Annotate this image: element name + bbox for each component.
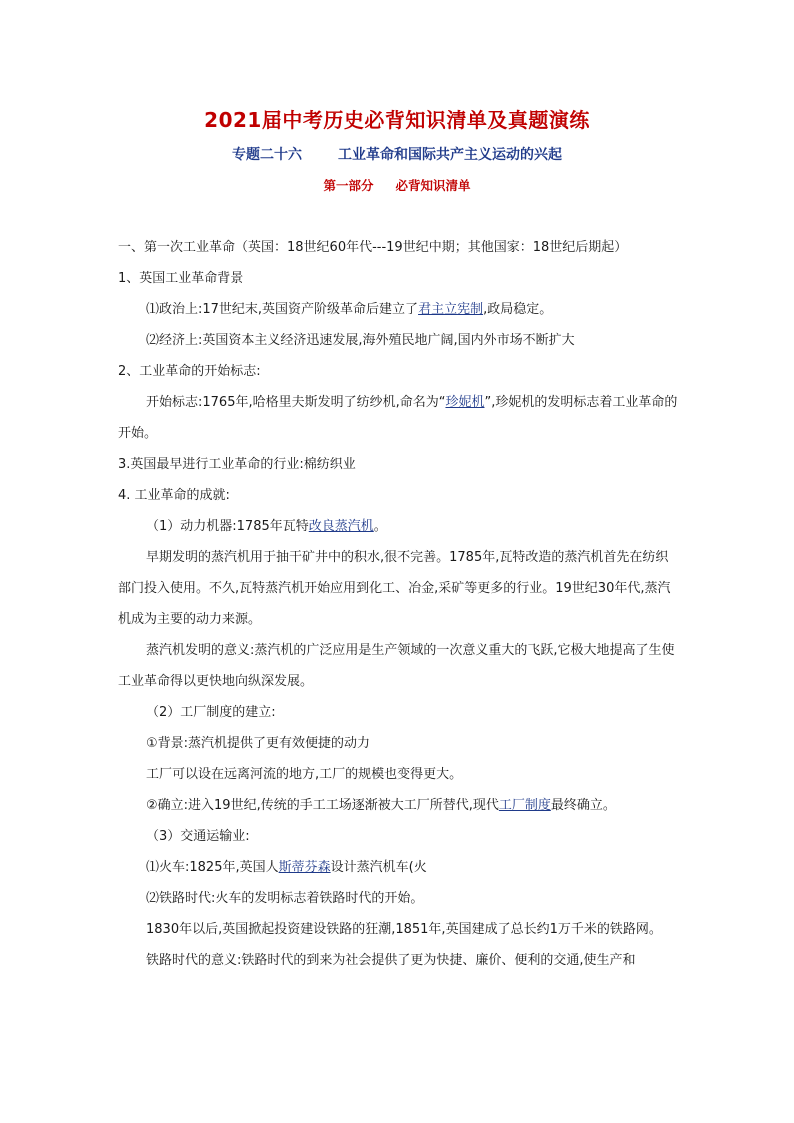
- paragraph: [118, 294, 678, 325]
- document-title: 2021届中考历史必背知识清单及真题演练: [204, 108, 590, 132]
- text-run: ”,珍妮机的发明标志着工业革命的开始。: [118, 395, 678, 441]
- text-run: ,政局稳定。: [483, 302, 553, 317]
- text-run: ⑴火车:1825年,英国人: [146, 860, 279, 875]
- topic-name: 工业革命和国际共产主义运动的兴起: [338, 147, 562, 163]
- part-name: 必背知识清单: [395, 178, 471, 193]
- subsection-heading: 1、英国工业革命背景: [118, 271, 244, 286]
- text-run: 设计蒸汽机车(火: [330, 860, 427, 875]
- text-run: 开始标志:1765年,哈格里夫斯发明了纺纱机,命名为“: [146, 395, 446, 410]
- paragraph: 工厂可以设在远离河流的地方,工厂的规模也变得更大。: [146, 767, 463, 782]
- paragraph: [118, 790, 678, 821]
- paragraph: [118, 511, 678, 542]
- underlined-term: 珍妮机: [445, 395, 485, 410]
- document-body: [118, 232, 678, 976]
- paragraph: 早期发明的蒸汽机用于抽干矿井中的积水,很不完善。1785年,瓦特改造的蒸汽机首先在纺织部门投入使用。不久,瓦特蒸汽机开始应用到化工、冶金,采矿等更多的行业。19世纪30年代,蒸汽机成为主要的动力来源。: [118, 550, 671, 627]
- part-number: 第一部分: [323, 178, 374, 193]
- topic-number: 专题二十六: [232, 147, 302, 163]
- paragraph: 蒸汽机发明的意义:蒸汽机的广泛应用是生产领域的一次意义重大的飞跃,它极大地提高了生使工业革命得以更快地向纵深发展。: [118, 643, 675, 689]
- paragraph: 1830年以后,英国掀起投资建设铁路的狂潮,1851年,英国建成了总长约1万千米的铁路网。: [146, 922, 662, 937]
- paragraph: 铁路时代的意义:铁路时代的到来为社会提供了更为快捷、廉价、便利的交通,使生产和: [146, 953, 636, 968]
- underlined-term: 君主立宪制: [418, 302, 484, 317]
- subsection-heading: 4. 工业革命的成就:: [118, 488, 230, 503]
- paragraph: [118, 852, 678, 883]
- paragraph: [118, 387, 678, 449]
- paragraph: ⑵经济上:英国资本主义经济迅速发展,海外殖民地广阔,国内外市场不断扩大: [146, 333, 575, 348]
- paragraph: （2）工厂制度的建立:: [146, 705, 276, 720]
- paragraph: ⑵铁路时代:火车的发明标志着铁路时代的开始。: [146, 891, 424, 906]
- underlined-term: 工厂制度: [498, 798, 551, 813]
- text-run: 。: [373, 519, 387, 534]
- topic-subtitle: [0, 144, 794, 164]
- text-run: ⑴政治上:17世纪末,英国资产阶级革命后建立了: [146, 302, 419, 317]
- part-heading: [0, 176, 794, 194]
- text-run: （1）动力机器:1785年瓦特: [146, 519, 309, 534]
- text-run: ②确立:进入19世纪,传统的手工工场逐渐被大工厂所替代,现代: [146, 798, 499, 813]
- paragraph: （3）交通运输业:: [146, 829, 250, 844]
- paragraph: ①背景:蒸汽机提供了更有效便捷的动力: [146, 736, 371, 751]
- subsection-heading: 2、工业革命的开始标志:: [118, 364, 261, 379]
- text-run: 最终确立。: [550, 798, 616, 813]
- subsection-heading: 3.英国最早进行工业革命的行业:棉纺织业: [118, 457, 356, 472]
- underlined-term: 改良蒸汽机: [308, 519, 374, 534]
- underlined-term: 斯蒂芬森: [278, 860, 331, 875]
- section-heading: 一、第一次工业革命（英国：18世纪60年代---19世纪中期；其他国家：18世纪后期起）: [118, 240, 628, 255]
